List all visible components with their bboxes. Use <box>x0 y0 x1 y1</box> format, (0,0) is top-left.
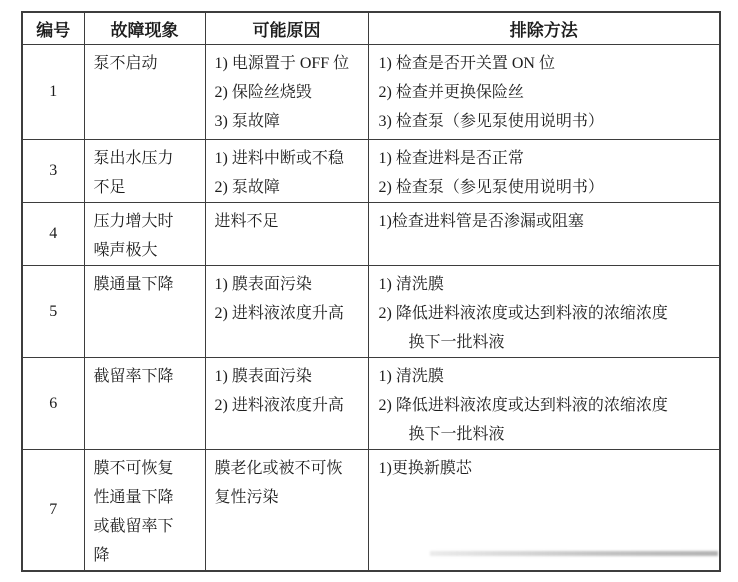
cause-item: 进料不足 <box>214 213 279 230</box>
fault-text: 截留率下降 <box>93 368 174 385</box>
header-cause: 可能原因 <box>205 12 368 45</box>
cause-item: 1) 膜表面污染 <box>214 276 312 293</box>
table-row <box>22 45 720 140</box>
header-solution: 排除方法 <box>368 12 720 45</box>
cause-item: 2) 泵故障 <box>214 179 280 196</box>
solution-cell <box>368 45 720 140</box>
solution-item: 1)检查进料管是否渗漏或阻塞 <box>378 213 584 230</box>
troubleshooting-table <box>21 11 721 572</box>
solution-item: 1) 清洗膜 <box>378 368 444 385</box>
cause-item: 3) 泵故障 <box>214 113 280 130</box>
solution-item: 1) 检查是否开关置 ON 位 <box>378 55 555 72</box>
fault-cell <box>84 140 205 203</box>
row-id: 4 <box>22 203 84 266</box>
row-id: 1 <box>22 45 84 140</box>
fault-cell <box>84 450 205 572</box>
cause-cell <box>205 45 368 140</box>
cause-cell <box>205 358 368 450</box>
fault-cell <box>84 266 205 358</box>
row-id: 5 <box>22 266 84 358</box>
cause-cell <box>205 450 368 572</box>
row-id: 3 <box>22 140 84 203</box>
solution-cell <box>368 450 720 572</box>
solution-item: 2) 检查泵（参见泵使用说明书） <box>378 179 604 196</box>
solution-cell <box>368 140 720 203</box>
header-row <box>22 12 720 45</box>
table-row <box>22 140 720 203</box>
solution-item: 2) 降低进料液浓度或达到料液的浓缩浓度 <box>378 305 668 322</box>
cause-item: 1) 进料中断或不稳 <box>214 150 344 167</box>
fault-text: 膜通量下降 <box>93 276 174 293</box>
cause-item: 1) 膜表面污染 <box>214 368 312 385</box>
cause-item: 1) 电源置于 OFF 位 <box>214 55 350 72</box>
solution-item: 1)更换新膜芯 <box>378 460 472 477</box>
fault-cell <box>84 45 205 140</box>
cause-cell <box>205 203 368 266</box>
fault-text: 泵不启动 <box>93 55 158 72</box>
fault-cell <box>84 358 205 450</box>
cause-item: 2) 进料液浓度升高 <box>214 305 344 322</box>
header-id: 编号 <box>22 12 84 45</box>
fault-text: 膜不可恢复性通量下降或截留率下降 <box>93 460 174 564</box>
solution-item-continuation: 换下一批料液 <box>408 426 505 443</box>
cause-item: 2) 进料液浓度升高 <box>214 397 344 414</box>
fault-text: 压力增大时噪声极大 <box>93 213 174 259</box>
cause-item: 膜老化或被不可恢复性污染 <box>214 460 343 506</box>
row-id: 7 <box>22 450 84 572</box>
solution-cell <box>368 203 720 266</box>
table-row <box>22 358 720 450</box>
solution-item: 2) 降低进料液浓度或达到料液的浓缩浓度 <box>378 397 668 414</box>
solution-item: 1) 检查进料是否正常 <box>378 150 524 167</box>
cause-item: 2) 保险丝烧毁 <box>214 84 312 101</box>
solution-cell <box>368 358 720 450</box>
table-row <box>22 450 720 572</box>
row-id: 6 <box>22 358 84 450</box>
solution-item-continuation: 换下一批料液 <box>408 334 505 351</box>
cause-cell <box>205 140 368 203</box>
header-fault: 故障现象 <box>84 12 205 45</box>
table-row <box>22 266 720 358</box>
fault-cell <box>84 203 205 266</box>
solution-item: 3) 检查泵（参见泵使用说明书） <box>378 113 604 130</box>
cause-cell <box>205 266 368 358</box>
fault-text: 泵出水压力不足 <box>93 150 174 196</box>
solution-cell <box>368 266 720 358</box>
solution-item: 2) 检查并更换保险丝 <box>378 84 524 101</box>
table-row <box>22 203 720 266</box>
solution-item: 1) 清洗膜 <box>378 276 444 293</box>
